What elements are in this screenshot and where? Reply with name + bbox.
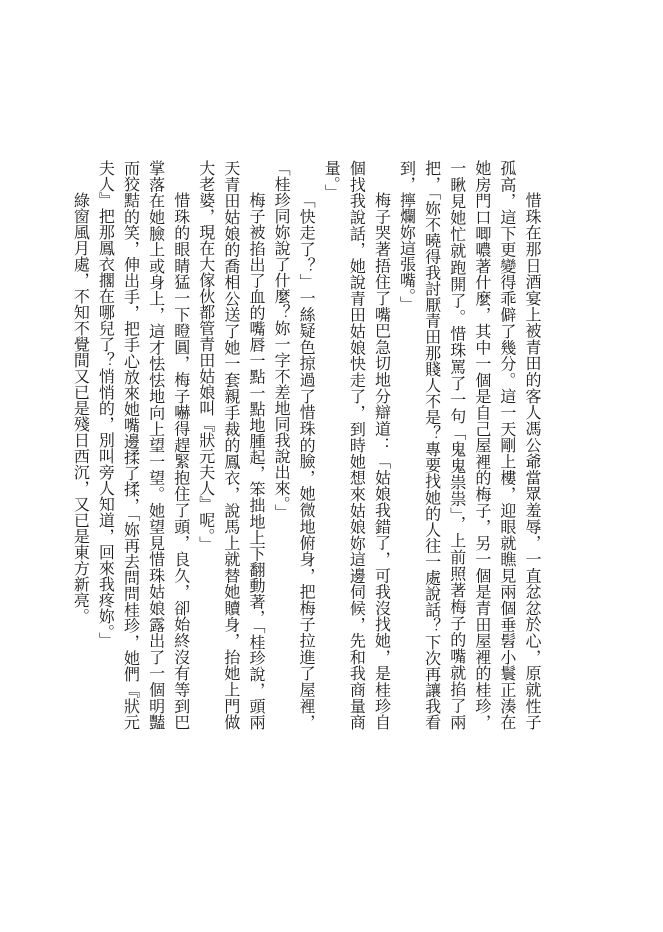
paragraph: 惜珠在那日酒宴上被青田的客人馮公爺當眾羞辱，一直忿忿於心，原就性子孤高，這下更變得乖僻了幾分。這一天剛上樓，迎眼就瞧見兩個垂髫小鬟正湊在她房門口唧噥著什麼，其中一個是自己屋裡的梅子，另一個是青田屋裡的桂珍，一瞅見她忙就跑開了。惜珠罵了一句「鬼鬼祟祟」，上前照著梅子的嘴就掐了兩把，「妳不曉得我討厭青田那賤人不是？專要找她的人往一處說話？下次再讓我看到，擰爛妳這張嘴。」	[397, 160, 542, 730]
paragraph: 「快走了？」一絲疑色掠過了惜珠的臉，她微地俯身，把梅子拉進了屋裡，「桂珍同妳說了什麼？妳一字不差地同我說出來。」	[272, 160, 317, 730]
paragraph: 綠窗風月處，不知不覺間又已是殘日西沉，又已是東方新亮。	[71, 192, 91, 624]
body-text	[71, 160, 545, 730]
paragraph: 梅子被掐出了血的嘴唇一點一點地腫起，笨拙地上下翻動著，「桂珍說，頭兩天青田姑娘的喬相公送了她一套親手裁的鳳衣，說馬上就替她贖身，抬她上門做大老婆，現在大傢伙都管青田姑娘叫『狀元夫人』呢。」	[196, 160, 266, 730]
paragraph: 惜珠的眼睛猛一下瞪圓，梅子嚇得趕緊抱住了頭，良久，卻始終沒有等到巴掌落在她臉上或身上，這才怯怯地向上望一望。她望見惜珠姑娘露出了一個明豔而狡黠的笑，伸出手，把手心放來她嘴邊揉了揉，「妳再去問問桂珍，她們『狀元夫人』把那鳳衣擱在哪兒了？悄悄的，別叫旁人知道，回來我疼妳。」	[96, 160, 191, 730]
paragraph: 梅子哭著捂住了嘴巴急切地分辯道：「姑娘我錯了，可我沒找她，是桂珍自個找我說話，她說青田姑娘快走了，到時她想來姑娘妳這邊伺候，先和我商量商量。」	[322, 160, 392, 730]
